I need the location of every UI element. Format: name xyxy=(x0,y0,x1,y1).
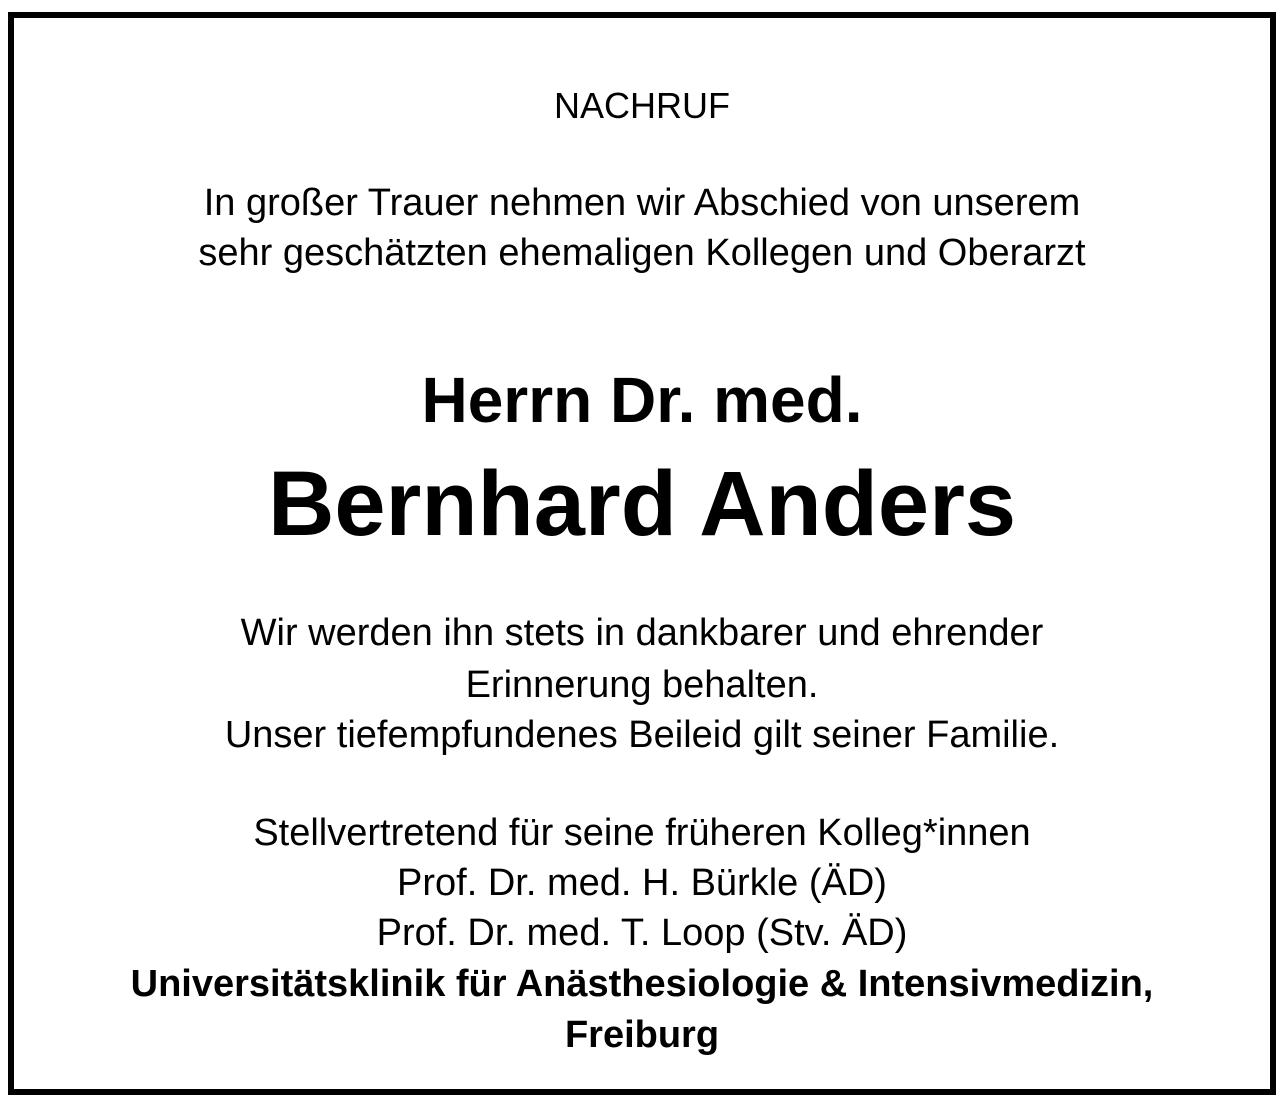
intro-line: sehr geschätzten ehemaligen Kollegen und Oberarzt xyxy=(198,232,1086,274)
obituary-frame xyxy=(8,12,1276,1095)
memorial-line: Erinnerung behalten. xyxy=(465,664,819,706)
memorial-line: Wir werden ihn stets in dankbarer und ehrender xyxy=(240,612,1044,654)
deceased-name: Bernhard Anders xyxy=(267,453,1017,555)
signatory-line: Prof. Dr. med. H. Bürkle (ÄD) xyxy=(397,862,887,904)
memorial-line: Unser tiefempfundenes Beileid gilt seiner Familie. xyxy=(224,714,1060,756)
signatory-line: Prof. Dr. med. T. Loop (Stv. ÄD) xyxy=(376,912,908,954)
signatory-line: Stellvertretend für seine früheren Kolleg*innen xyxy=(253,812,1031,854)
intro-line: In großer Trauer nehmen wir Abschied von unserem xyxy=(203,182,1081,224)
institution-line: Universitätsklinik für Anästhesiologie & Intensivmedizin, xyxy=(130,963,1154,1005)
deceased-title: Herrn Dr. med. xyxy=(421,364,863,436)
obituary-heading: NACHRUF xyxy=(554,85,730,126)
institution-line: Freiburg xyxy=(564,1014,720,1056)
